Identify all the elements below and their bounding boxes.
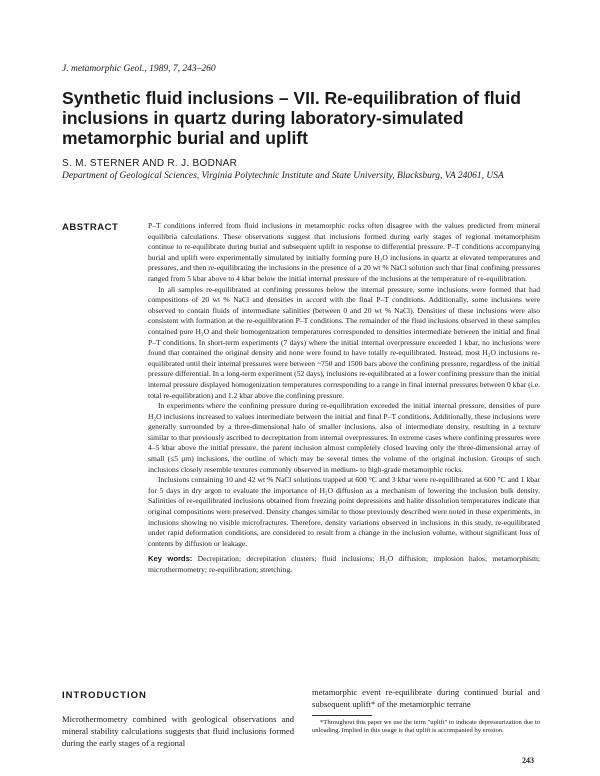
abstract [148, 221, 540, 576]
abstract-paragraph-4: Inclusions containing 10 and 42 wt % NaCl solutions trapped at 600 °C and 3 kbar were re-equilibrated at 600 °C and 1 kbar for 5 days in dry argon to evaluate the importance of H₂O diffusion as a mechanism of lowering the inclusion bulk density. Salinities of re-equilibrated inclusions obtained from freezing point depressions and halite dissolution temperatures indicate that original compositions were preserved. Density changes similar to those previously described were noted in these experiments, in inclusions showing no visible microfractures. Therefore, density variations observed in inclusions in this study, re-equilibrated under rapid deformation conditions, are considered to result from a change in the inclusion volume, without significant loss of contents by diffusion or leakage. [148, 475, 540, 548]
authors: S. M. STERNER AND R. J. BODNAR [62, 158, 238, 169]
page-number: 243 [522, 756, 534, 765]
abstract-paragraph-2: In all samples re-equilibrated at confining pressures below the internal pressure, some inclusions were formed that had compositions of 20 wt % NaCl and densities in accord with the final P–T conditions. Additionally, some inclusions were observed to contain fluids of intermediate salinities (between 0 and 20 wt % NaCl). Densities of these inclusions were also consistent with formation at the re-equilibration P–T conditions. The remainder of the fluid inclusions observed in these samples contained pure H₂O and their homogenization temperatures corresponded to densities intermediate between the initial and final P–T conditions. In short-term experiments (7 days) where the initial internal overpressure exceeded 1 kbar, no inclusions were found that contained the original density and none were found to have totally re-equilibrated. Instead, most H₂O inclusions re-equilibrated until their internal pressures were between ~750 and 1500 bars above the confining pressure, regardless of the initial pressure differential. In a long-term experiment (52 days), inclusions re-equilibrated at a lower confining pressure than the initial internal pressure displayed homogenization temperatures corresponding to a range in final internal pressures between 0 kbar (i.e. total re-equilibration) and 1.2 kbar above the confining pressure. [148, 284, 540, 400]
keywords [148, 554, 540, 575]
introduction-heading: INTRODUCTION [62, 690, 147, 701]
keywords-text: Decrepitation; decrepitation clusters; fluid inclusions; H₂O diffusion; implosion halos; metamorphism; microthermometry; re-equilibration; stretching. [148, 554, 541, 574]
abstract-paragraph-1: P–T conditions inferred from fluid inclusions in metamorphic rocks often disagree with the values predicted from mineral equilibria calculations. These observations suggest that inclusions formed during early stages of regional metamorphism continue to re-equilibrate during burial and subsequent uplift in response to differential pressure. P–T conditions accompanying burial and uplift were experimentally simulated by initially forming pure H₂O inclusions in quartz at elevated temperatures and pressures, and then re-equilibrating the inclusions in the presence of a 20 wt % NaCl solution such that final confining pressures ranged from 5 kbar above to 4 kbar below the initial internal pressure of the inclusions at the temperature of re-equilibration. [148, 221, 540, 283]
introduction-left-column: Microthermometry combined with geological observations and mineral stability calculations suggests that fluid inclusions formed during the early stages of a regional [62, 714, 294, 748]
abstract-paragraph-3: In experiments where the confining pressure during re-equilibration exceeded the initial internal pressure, densities of pure H₂O inclusions increased to values intermediate between the initial and final P–T conditions. Additionally, these inclusions were generally surrounded by a three-dimensional halo of smaller inclusions, also of intermediate density, resulting in a texture similar to that previously ascribed to decrepitation from internal overpressures. In extreme cases where confining pressures were 4–5 kbar above the initial pressure, the parent inclusion almost completely closed leaving only the three-dimensional array of small (≤5 μm) inclusions, the outline of which may be several times the volume of the original inclusion. Groups of such inclusions closely resemble textures commonly observed in medium- to high-grade metamorphic rocks. [148, 401, 540, 474]
abstract-label: ABSTRACT [62, 222, 119, 233]
article-title: Synthetic fluid inclusions – VII. Re-equilibration of fluid inclusions in quartz during laboratory-simulated metamorphic burial and uplift [62, 88, 521, 148]
footnote-rule [312, 715, 372, 716]
footnote: *Throughout this paper we use the term "uplift" to indicate depressurization due to unloading. Implied in this usage is that uplift is accompanied by erosion. [312, 718, 540, 735]
affiliation: Department of Geological Sciences, Virginia Polytechnic Institute and State University, Blacksburg, VA 24061, USA [62, 171, 504, 181]
journal-citation: J. metamorphic Geol., 1989, 7, 243–260 [62, 64, 216, 74]
keywords-label: Key words: [148, 554, 193, 564]
introduction-right-column [312, 687, 540, 736]
introduction-right-text: metamorphic event re-equilibrate during continued burial and subsequent uplift* of the metamorphic terrane [312, 687, 540, 709]
